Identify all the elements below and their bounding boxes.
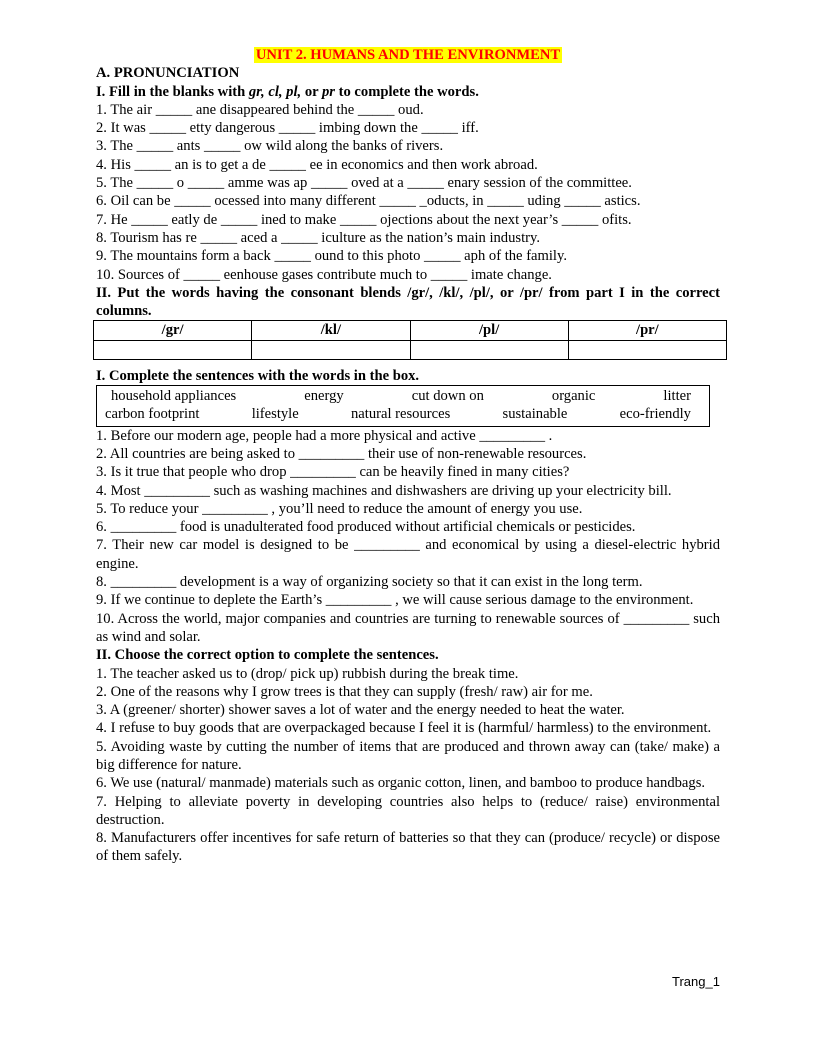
- page-number: Trang_1: [672, 974, 720, 989]
- box-word: energy: [304, 388, 344, 405]
- list-item: 2. All countries are being asked to _________ their use of non-renewable resources.: [96, 445, 587, 462]
- box-word: sustainable: [502, 406, 568, 423]
- list-item: 10. Across the world, major companies and countries are turning to renewable sources of _________ such as wind and solar.: [96, 610, 720, 645]
- word-box: [96, 385, 710, 427]
- list-item: 7. Their new car model is designed to be _________ and economical by using a diesel-electric hybrid engine.: [96, 537, 720, 572]
- answer-cell-kl[interactable]: [252, 340, 410, 359]
- title-wrap: [96, 46, 720, 64]
- table-header-row: [94, 321, 727, 340]
- word-box-row-2: [97, 405, 709, 423]
- ex1-list: [96, 101, 720, 284]
- list-item: 4. I refuse to buy goods that are overpackaged because I feel it is (harmful/ harmless) to the environment.: [96, 720, 712, 737]
- answer-cell-pl[interactable]: [410, 340, 568, 359]
- worksheet-page: [96, 46, 720, 866]
- word-box-row-1: [97, 387, 709, 405]
- table-answer-row: [94, 340, 727, 359]
- list-item: 8. Tourism has re _____ aced a _____ iculture as the nation’s main industry.: [96, 229, 540, 246]
- answer-cell-gr[interactable]: [94, 340, 252, 359]
- section-a-heading: A. PRONUNCIATION: [96, 65, 240, 82]
- consonant-blend-table: [93, 320, 727, 359]
- list-item: 9. The mountains form a back _____ ound to this photo _____ aph of the family.: [96, 248, 567, 265]
- col-gr: /gr/: [94, 321, 252, 340]
- list-item: 1. The air _____ ane disappeared behind the _____ oud.: [96, 101, 424, 118]
- list-item: 1. The teacher asked us to (drop/ pick up) rubbish during the break time.: [96, 665, 519, 682]
- ex2-heading: II. Put the words having the consonant blends /gr/, /kl/, /pl/, or /pr/ from part I in the correct columns.: [96, 284, 720, 320]
- answer-cell-pr[interactable]: [568, 340, 726, 359]
- list-item: 8. _________ development is a way of organizing society so that it can exist in the long term.: [96, 574, 643, 591]
- list-item: 5. To reduce your _________ , you’ll need to reduce the amount of energy you use.: [96, 500, 583, 517]
- box-word: household appliances: [111, 388, 237, 405]
- list-item: 6. _________ food is unadulterated food produced without artificial chemicals or pesticides.: [96, 519, 636, 536]
- unit-title: UNIT 2. HUMANS AND THE ENVIRONMENT: [255, 47, 561, 63]
- list-item: 3. Is it true that people who drop _________ can be heavily fined in many cities?: [96, 464, 570, 481]
- box-word: eco-friendly: [619, 406, 691, 423]
- list-item: 7. He _____ eatly de _____ ined to make _____ ojections about the next year’s _____ ofits.: [96, 211, 632, 228]
- list-item: 10. Sources of _____ eenhouse gases contribute much to _____ imate change.: [96, 266, 552, 283]
- box-word: organic: [551, 388, 596, 405]
- list-item: 2. One of the reasons why I grow trees is that they can supply (fresh/ raw) air for me.: [96, 683, 593, 700]
- list-item: 9. If we continue to deplete the Earth’s _________ , we will cause serious damage to the environment.: [96, 592, 694, 609]
- list-item: 5. Avoiding waste by cutting the number of items that are produced and thrown away can (take/ make) a big difference for nature.: [96, 738, 720, 773]
- list-item: 4. His _____ an is to get a de _____ ee in economics and then work abroad.: [96, 156, 538, 173]
- vocab1-heading: I. Complete the sentences with the words in the box.: [96, 367, 420, 384]
- list-item: 6. Oil can be _____ ocessed into many different _____ _oducts, in _____ uding _____ astics.: [96, 193, 641, 210]
- list-item: 1. Before our modern age, people had a more physical and active _________ .: [96, 427, 553, 444]
- box-word: lifestyle: [251, 406, 299, 423]
- col-pl: /pl/: [410, 321, 568, 340]
- vocab1-list: [96, 427, 720, 647]
- box-word: cut down on: [411, 388, 484, 405]
- list-item: 7. Helping to alleviate poverty in developing countries also helps to (reduce/ raise) environmental destruction.: [96, 793, 720, 828]
- list-item: 5. The _____ o _____ amme was ap _____ oved at a _____ enary session of the committee.: [96, 175, 632, 192]
- box-word: carbon footprint: [105, 406, 200, 423]
- box-word: litter: [663, 388, 691, 405]
- list-item: 6. We use (natural/ manmade) materials such as organic cotton, linen, and bamboo to produce handbags.: [96, 775, 706, 792]
- col-kl: /kl/: [252, 321, 410, 340]
- list-item: 3. A (greener/ shorter) shower saves a lot of water and the energy needed to heat the water.: [96, 702, 625, 719]
- list-item: 8. Manufacturers offer incentives for safe return of batteries so that they can (produce/ recycle) or dispose of them safely.: [96, 830, 720, 865]
- vocab2-list: [96, 665, 720, 866]
- box-word: natural resources: [350, 406, 451, 423]
- col-pr: /pr/: [568, 321, 726, 340]
- ex1-heading: I. Fill in the blanks with gr, cl, pl, or pr to complete the words.: [96, 83, 479, 100]
- list-item: 4. Most _________ such as washing machines and dishwashers are driving up your electricity bill.: [96, 482, 672, 499]
- list-item: 3. The _____ ants _____ ow wild along the banks of rivers.: [96, 138, 444, 155]
- list-item: 2. It was _____ etty dangerous _____ imbing down the _____ iff.: [96, 120, 479, 137]
- vocab2-heading: II. Choose the correct option to complete the sentences.: [96, 647, 439, 664]
